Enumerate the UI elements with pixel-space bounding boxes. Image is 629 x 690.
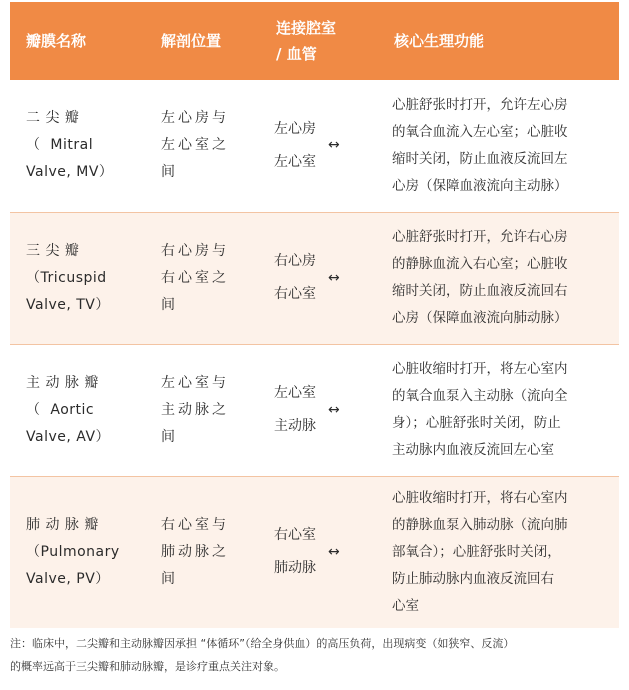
valve-name-cn: 三 尖 瓣	[26, 242, 80, 259]
position-cell	[145, 212, 260, 344]
connection-to: 肺动脉	[274, 560, 316, 577]
header-valve-name	[10, 2, 145, 80]
position-line: 左心室与	[161, 374, 229, 391]
footnote-line: 的概率远高于三尖瓣和肺动脉瓣，是诊疗重点关注对象。	[10, 660, 285, 673]
function-cell	[378, 80, 619, 212]
connection-cell	[260, 344, 378, 476]
table-row	[10, 344, 619, 476]
function-line: 的氧合血泵入主动脉（流向全	[392, 388, 568, 404]
position-line: 左心房与	[161, 110, 229, 127]
bidirectional-arrow-icon: ↔	[328, 137, 340, 154]
position-line: 右心室与	[161, 516, 229, 533]
function-line: 心房（保障血液流向主动脉）	[392, 177, 568, 194]
bidirectional-arrow-icon: ↔	[328, 543, 340, 560]
position-cell	[145, 476, 260, 628]
position-cell	[145, 80, 260, 212]
header-anatomical-position	[145, 2, 260, 80]
valve-name-cell	[10, 344, 145, 476]
position-line: 主动脉之	[161, 401, 229, 418]
valve-name-en-2: Valve, PV）	[26, 570, 110, 587]
function-line: 身）；心脏舒张时关闭，防止	[392, 415, 561, 431]
connection-from: 左心房	[274, 120, 316, 137]
header-connection-line2: / 血管	[276, 45, 317, 63]
valve-name-en: （Pulmonary	[26, 543, 120, 560]
valve-name-en: （Tricuspid	[26, 269, 107, 286]
position-cell	[145, 344, 260, 476]
valve-name-cell	[10, 212, 145, 344]
connection-from: 左心室	[274, 385, 316, 401]
header-position-text: 解剖位置	[161, 32, 222, 50]
valve-name-cn: 肺 动 脉 瓣	[26, 516, 99, 533]
connection-cell	[260, 476, 378, 628]
function-cell	[378, 344, 619, 476]
valve-name-en: （ Aortic	[26, 401, 95, 418]
table-header-row	[10, 2, 619, 80]
connection-to: 主动脉	[274, 418, 316, 434]
function-cell	[378, 212, 619, 344]
bidirectional-arrow-icon: ↔	[328, 401, 340, 418]
table-row	[10, 212, 619, 344]
position-line: 间	[161, 428, 178, 445]
function-line: 心室	[392, 597, 419, 614]
function-line: 心房（保障血液流向肺动脉）	[392, 310, 568, 326]
function-line: 防止肺动脉内血液反流回右	[392, 570, 554, 587]
position-line: 左心室之	[161, 137, 229, 154]
function-cell	[378, 476, 619, 628]
header-connection	[260, 2, 378, 80]
footnote-line: 注：临床中，二尖瓣和主动脉瓣因承担 “体循环”（给全身供血）的高压负荷，出现病变（如狭窄、反流）	[10, 637, 515, 650]
function-line: 缩时关闭，防止血液反流回左	[392, 150, 568, 167]
bidirectional-arrow-icon: ↔	[328, 269, 340, 286]
connection-to: 右心室	[274, 286, 316, 302]
valve-name-cn: 主 动 脉 瓣	[26, 374, 99, 391]
function-line: 心脏收缩时打开，将左心室内	[392, 361, 568, 377]
connection-cell	[260, 212, 378, 344]
position-line: 右心室之	[161, 269, 229, 286]
table-row	[10, 80, 619, 212]
function-line: 部氧合）；心脏舒张时关闭，	[392, 543, 561, 560]
function-line: 心脏舒张时打开，允许左心房	[392, 96, 568, 113]
position-line: 间	[161, 164, 178, 181]
position-line: 间	[161, 570, 178, 587]
valve-name-en-2: Valve, AV）	[26, 428, 111, 445]
function-line: 的静脉血泵入肺动脉（流向肺	[392, 516, 568, 533]
valve-name-en: （ Mitral	[26, 137, 94, 154]
header-function-text: 核心生理功能	[394, 32, 485, 50]
connection-from: 右心室	[274, 527, 316, 544]
valve-name-en-2: Valve, MV）	[26, 164, 114, 181]
function-line: 的氧合血流入左心室；心脏收	[392, 123, 568, 140]
header-function	[378, 2, 619, 80]
header-valve-name-text: 瓣膜名称	[26, 32, 87, 50]
position-line: 间	[161, 296, 178, 313]
function-line: 缩时关闭，防止血液反流回右	[392, 283, 568, 299]
valve-name-cell	[10, 476, 145, 628]
position-line: 肺动脉之	[161, 543, 229, 560]
header-connection-line1: 连接腔室	[276, 19, 337, 37]
function-line: 主动脉内血液反流回左心室	[392, 442, 554, 458]
valve-table	[10, 2, 619, 628]
valve-name-cell	[10, 80, 145, 212]
valve-name-en-2: Valve, TV）	[26, 296, 110, 313]
position-line: 右心房与	[161, 242, 229, 259]
function-line: 的静脉血流入右心室；心脏收	[392, 256, 568, 272]
valve-name-cn: 二 尖 瓣	[26, 110, 80, 127]
table-row	[10, 476, 619, 628]
function-line: 心脏舒张时打开，允许右心房	[392, 229, 568, 245]
function-line: 心脏收缩时打开，将右心室内	[392, 489, 568, 506]
connection-cell	[260, 80, 378, 212]
footnote	[10, 632, 619, 678]
connection-to: 左心室	[274, 153, 316, 170]
connection-from: 右心房	[274, 253, 316, 269]
